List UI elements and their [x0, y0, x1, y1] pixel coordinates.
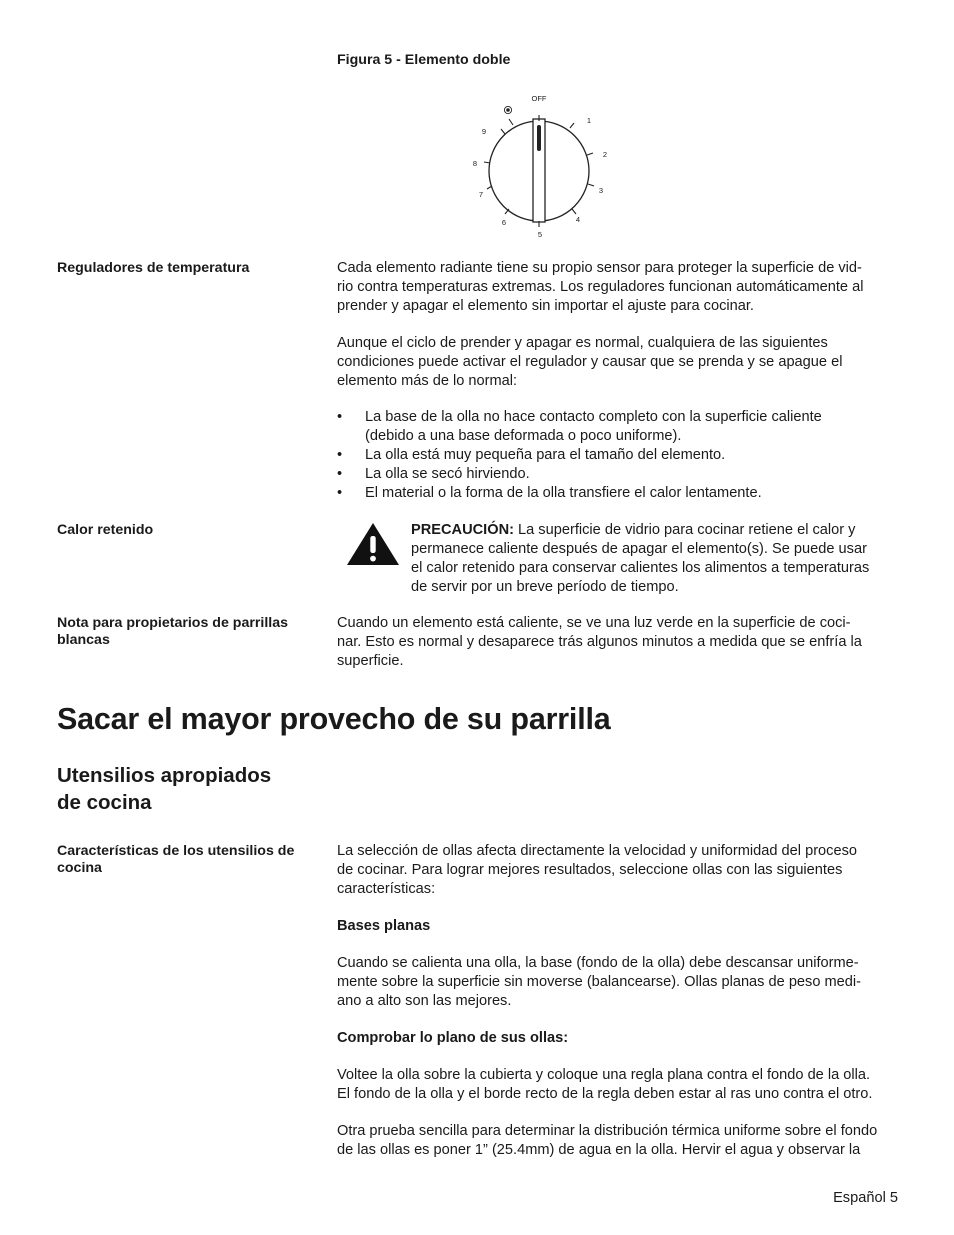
text-line: permanece caliente después de apagar el elemento(s). Se puede usar: [411, 541, 867, 557]
dial-indicator: [537, 125, 541, 151]
list-item: • La olla se secó hirviendo.: [337, 466, 530, 482]
dial-label-3: 3: [598, 186, 604, 195]
reguladores-paragraph-1: [337, 259, 863, 316]
text-line: de servir por un breve período de tiempo.: [411, 579, 679, 595]
text-line: El fondo de la olla y el borde recto de la regla deben estar al ras uno contra el otro.: [337, 1086, 873, 1102]
reguladores-bullet-list: [337, 408, 822, 503]
text-line: Otra prueba sencilla para determinar la distribución térmica uniforme sobre el fondo: [337, 1123, 878, 1139]
text-line: mente sobre la superficie sin moverse (balancearse). Ollas planas de peso medi-: [337, 974, 862, 990]
bullet-icon: •: [337, 485, 343, 501]
list-item: • La olla está muy pequeña para el tamaño del elemento.: [337, 447, 726, 463]
label-nota-propietarios: Nota para propietarios de parrillas blancas: [57, 615, 289, 648]
caution-paragraph: [411, 521, 869, 597]
dial-label-5: 5: [537, 230, 543, 239]
bullet-icon: •: [337, 447, 343, 463]
nota-paragraph: [337, 614, 862, 671]
dual-element-dial-figure: [466, 88, 616, 240]
bullet-icon: •: [337, 466, 343, 482]
text-line: elemento más de lo normal:: [337, 373, 518, 389]
label-calor-retenido: Calor retenido: [57, 522, 154, 538]
text-line: Cuando se calienta una olla, la base (fondo de la olla) debe descansar uniforme-: [337, 955, 859, 971]
caracteristicas-intro: [337, 842, 857, 899]
dial-label-6: 6: [501, 218, 507, 227]
text-line: Cuando un elemento está caliente, se ve una luz verde en la superficie de coci-: [337, 615, 851, 631]
text-line: prender y apagar el elemento sin importar el ajuste para cocinar.: [337, 298, 754, 314]
text-line: el calor retenido para conservar calientes los alimentos a temperaturas: [411, 560, 870, 576]
list-item: • La base de la olla no hace contacto completo con la superficie caliente: [337, 409, 822, 425]
text-line: condiciones puede activar el regulador y causar que se prenda y se apague el: [337, 354, 843, 370]
dial-label-7: 7: [478, 190, 484, 199]
section-heading: Sacar el mayor provecho de su parrilla: [57, 702, 611, 736]
list-item: • El material o la forma de la olla transfiere el calor lentamente.: [337, 485, 762, 501]
text-line: superficie.: [337, 653, 404, 669]
text-line: de las ollas es poner 1” (25.4mm) de agua en la olla. Hervir el agua y observar la: [337, 1142, 861, 1158]
text-line: características:: [337, 881, 436, 897]
text-line: rio contra temperaturas extremas. Los reguladores funcionan automáticamente al: [337, 279, 864, 295]
subsection-heading: Utensilios apropiados de cocina: [57, 764, 272, 814]
text-line: nar. Esto es normal y desaparece trás algunos minutos a medida que se enfría la: [337, 634, 862, 650]
list-item-continuation: (debido a una base deformada o poco uniforme).: [365, 428, 682, 444]
figure-caption: Figura 5 - Elemento doble: [337, 52, 511, 68]
text-line: de cocinar. Para lograr mejores resultados, seleccione ollas con las siguientes: [337, 862, 843, 878]
text-line: PRECAUCIÓN: La superficie de vidrio para cocinar retiene el calor y: [411, 522, 856, 538]
caution-warning-icon: [345, 521, 401, 567]
subheading-bases-planas: Bases planas: [337, 918, 431, 934]
text-line: Aunque el ciclo de prender y apagar es normal, cualquiera de las siguientes: [337, 335, 828, 351]
dial-label-9: 9: [481, 127, 487, 136]
dial-label-1: 1: [586, 116, 592, 125]
bases-planas-paragraph: [337, 954, 861, 1011]
dial-label-2: 2: [602, 150, 608, 159]
page-number: Español 5: [833, 1190, 898, 1206]
dial-label-off: OFF: [531, 94, 547, 103]
caution-label: PRECAUCIÓN:: [411, 522, 514, 538]
dial-label-4: 4: [575, 215, 581, 224]
label-reguladores: Reguladores de temperatura: [57, 260, 250, 276]
text-line: Voltee la olla sobre la cubierta y coloque una regla plana contra el fondo de la olla.: [337, 1067, 871, 1083]
label-caracteristicas: Características de los utensilios de cocina: [57, 843, 295, 876]
comprobar-paragraph: [337, 1066, 872, 1104]
text-line: Cada elemento radiante tiene su propio sensor para proteger la superficie de vid-: [337, 260, 862, 276]
bullet-icon: •: [337, 409, 343, 425]
text-line: ano a alto son las mejores.: [337, 993, 512, 1009]
dial-label-8: 8: [472, 159, 478, 168]
reguladores-paragraph-2: [337, 334, 842, 391]
text-line: La selección de ollas afecta directamente la velocidad y uniformidad del proceso: [337, 843, 858, 859]
prueba-paragraph: [337, 1122, 877, 1160]
subheading-comprobar: Comprobar lo plano de sus ollas:: [337, 1030, 569, 1046]
